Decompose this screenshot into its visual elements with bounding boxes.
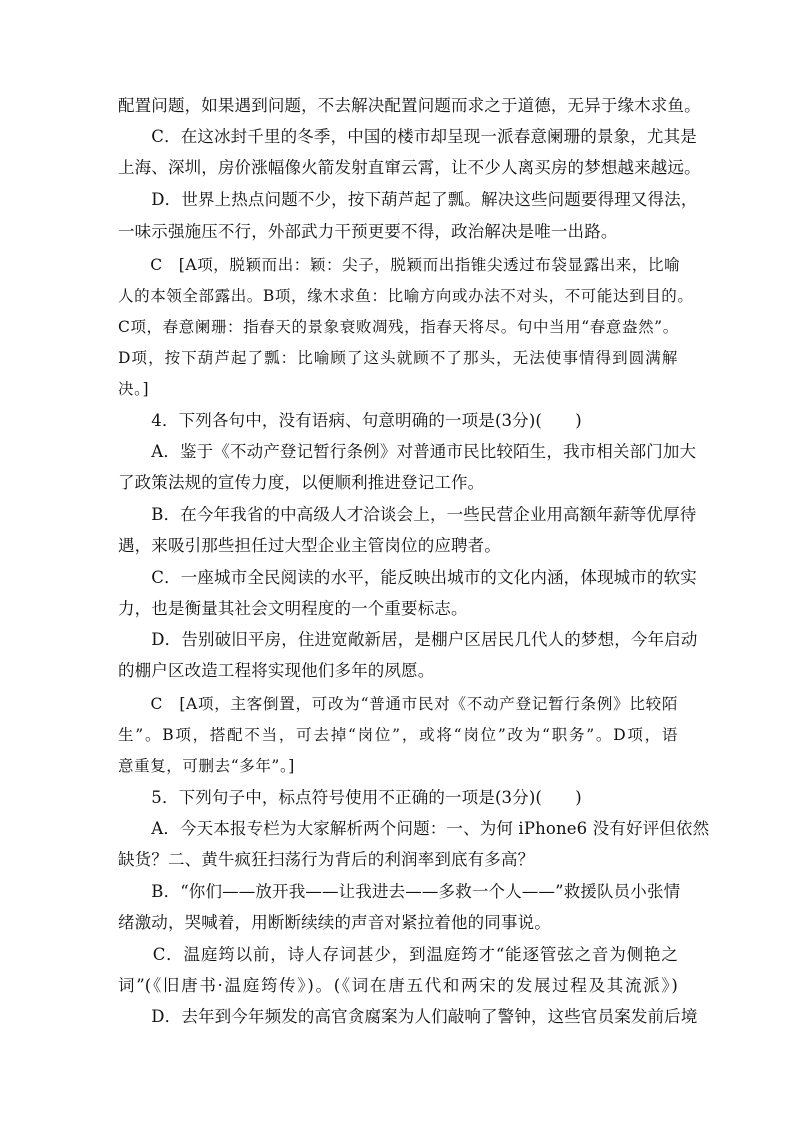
option-b-line: B．在今年我省的中高级人才洽谈会上，一些民营企业用高额年薪等优厚待 bbox=[118, 505, 697, 524]
option-d-line: D．告别破旧平房，住进宽敞新居，是棚户区居民几代人的梦想，今年启动 bbox=[118, 630, 698, 649]
text-line: 配置问题，如果遇到问题，不去解决配置问题而求之于道德，无异于缘木求鱼。 bbox=[118, 96, 701, 115]
text-line: 力，也是衡量其社会文明程度的一个重要标志。 bbox=[118, 599, 468, 618]
text-line: 上海、深圳，房价涨幅像火箭发射直窜云霄，让不少人离买房的梦想越来越远。 bbox=[118, 158, 701, 177]
answer-line: D项，按下葫芦起了瓢：比喻顾了这头就顾不了那头，无法使事情得到圆满解 bbox=[118, 349, 678, 367]
option-c-line: C．在这冰封千里的冬季，中国的楼市却呈现一派春意阑珊的景象，尤其是 bbox=[118, 127, 697, 146]
text-line: 缺货？二、黄牛疯狂扫荡行为背后的利润率到底有多高？ bbox=[118, 850, 535, 869]
question-4-stem: 4．下列各句中，没有语病、句意明确的一项是(3分)( ) bbox=[118, 411, 582, 430]
answer-line: 人的本领全部露出。B项，缘木求鱼：比喻方向或办法不对头，不可能达到目的。 bbox=[118, 287, 694, 305]
option-a-line: A．今天本报专栏为大家解析两个问题：一、为何 iPhone6 没有好评但依然 bbox=[118, 819, 710, 838]
text-line: 遇，来吸引那些担任过大型企业主管岗位的应聘者。 bbox=[118, 536, 501, 555]
option-d-line: D．去年到今年频发的高官贪腐案为人们敲响了警钟，这些官员案发前后境 bbox=[118, 1007, 698, 1026]
text-line: 词”(《旧唐书·温庭筠传》)。(《词在唐五代和两宋的发展过程及其流派》) bbox=[118, 976, 678, 995]
option-a-line: A．鉴于《不动产登记暂行条例》对普通市民比较陌生，我市相关部门加大 bbox=[118, 442, 697, 461]
option-b-line: B．“你们——放开我——让我进去——多救一个人——”救援队员小张情 bbox=[118, 882, 681, 901]
question-5-stem: 5．下列句子中，标点符号使用不正确的一项是(3分)( ) bbox=[118, 788, 582, 807]
answer-line: 决。] bbox=[118, 380, 150, 398]
text-line: 的棚户区改造工程将实现他们多年的夙愿。 bbox=[118, 661, 435, 680]
answer-line: C [A项，脱颖而出：颖：尖子，脱颖而出指锥尖透过布袋显露出来，比喻 bbox=[118, 256, 681, 274]
option-d-line: D．世界上热点问题不少，按下葫芦起了瓢。解决这些问题要得理又得法， bbox=[118, 190, 698, 209]
answer-line: C [A项，主客倒置，可改为“普通市民对《不动产登记暂行条例》比较陌 bbox=[118, 695, 678, 713]
text-line: 一味示强施压不行，外部武力干预更要不得，政治解决是唯一出路。 bbox=[118, 222, 618, 241]
answer-line: 生”。B项，搭配不当，可去掉“岗位”，或将“岗位”改为“职务”。D项，语 bbox=[118, 726, 678, 744]
answer-line: C项，春意阑珊：指春天的景象衰败凋残，指春天将尽。句中当用“春意盎然”。 bbox=[118, 318, 679, 336]
option-c-line: C．温庭筠以前，诗人存词甚少，到温庭筠才“能逐管弦之音为侧艳之 bbox=[118, 945, 678, 964]
answer-line: 意重复，可删去“多年”。] bbox=[118, 757, 295, 775]
option-c-line: C．一座城市全民阅读的水平，能反映出城市的文化内涵，体现城市的软实 bbox=[118, 568, 697, 587]
text-line: 绪激动，哭喊着，用断断续续的声音对紧拉着他的同事说。 bbox=[118, 913, 551, 932]
text-line: 了政策法规的宣传力度，以便顺利推进登记工作。 bbox=[118, 473, 485, 492]
